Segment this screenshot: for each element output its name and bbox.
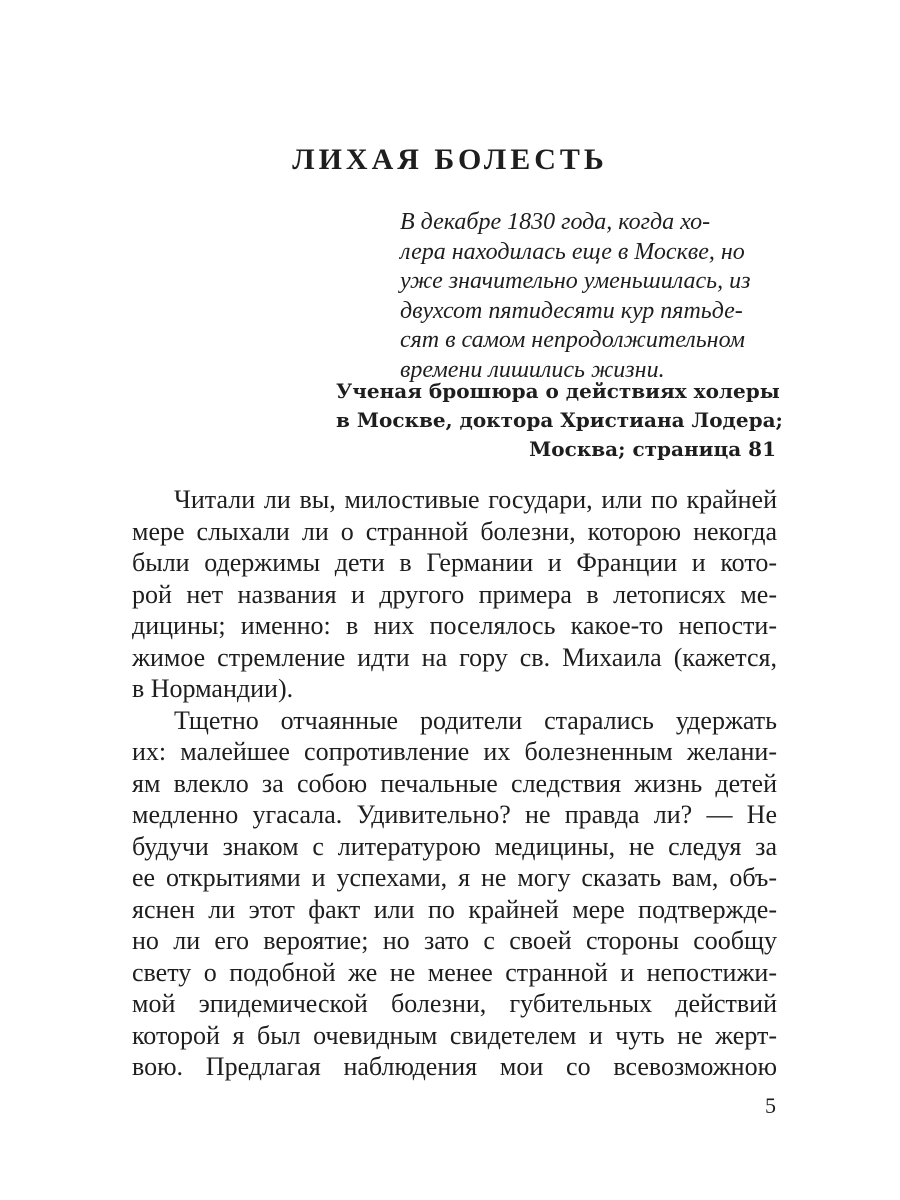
- text-line: медленно угасала. Удивительно? не правда ли? — Не: [132, 800, 777, 829]
- source-line: в Москве, доктора Христиана Лодера;: [336, 408, 783, 432]
- text-line: ее открытиями и успехами, я не могу сказать вам, объ-: [132, 863, 777, 892]
- epigraph-line: уже значительно уменьшилась, из: [400, 268, 751, 294]
- text-line: мере слыхали ли о странной болезни, которою некогда: [132, 516, 777, 546]
- text-line: мой эпидемической болезни, губительных действий: [132, 989, 777, 1018]
- epigraph-line: В декабре 1830 года, когда хо-: [400, 209, 711, 235]
- chapter-title: ЛИХАЯ БОЛЕСТЬ: [292, 143, 608, 176]
- paragraph-2: [132, 705, 777, 1083]
- text-line: в Нормандии).: [132, 674, 294, 703]
- text-line: но ли его вероятие; но зато с своей стороны сообщу: [132, 926, 777, 955]
- text-line: которой я был очевидным свидетелем и чуть не жерт-: [132, 1020, 777, 1050]
- text-line: будучи знаком с литературою медицины, не следуя за: [132, 831, 777, 861]
- epigraph-line: лера находилась еще в Москве, но: [400, 238, 745, 265]
- text-line: Читали ли вы, милостивые государи, или по крайней: [174, 485, 777, 514]
- epigraph-source: [336, 377, 783, 464]
- source-line: Москва; страница 81: [529, 437, 776, 461]
- text-line: их: малейшее сопротивление их болезненным желани-: [132, 737, 777, 766]
- epigraph-line: двухсот пятидесяти кур пятьде-: [400, 297, 743, 324]
- paragraph-1: [132, 484, 777, 705]
- epigraph: [400, 208, 776, 385]
- text-line: дицины; именно: в них поселялось какое-то непости-: [132, 611, 777, 640]
- text-line: вою. Предлагая наблюдения мои со всевозможною: [132, 1052, 777, 1081]
- body-text: [132, 484, 777, 1083]
- source-line: Ученая брошюра о действиях холеры: [336, 379, 780, 403]
- text-line: рой нет названия и другого примера в летописях ме-: [132, 579, 777, 609]
- text-line: яснен ли этот факт или по крайней мере подтвержде-: [132, 894, 777, 924]
- text-line: были одержимы дети в Германии и Франции и кото-: [132, 548, 777, 577]
- page-number: 5: [765, 1093, 776, 1118]
- text-line: свету о подобной же не менее странной и непостижи-: [132, 957, 777, 987]
- text-line: Тщетно отчаянные родители старались удержать: [174, 705, 777, 735]
- text-line: ям влекло за собою печальные следствия жизнь детей: [132, 768, 777, 798]
- text-line: жимое стремление идти на гору св. Михаила (кажется,: [132, 642, 777, 672]
- epigraph-line: сят в самом непродолжительном: [400, 327, 745, 353]
- epigraph-line: времени лишились жизни.: [400, 356, 665, 383]
